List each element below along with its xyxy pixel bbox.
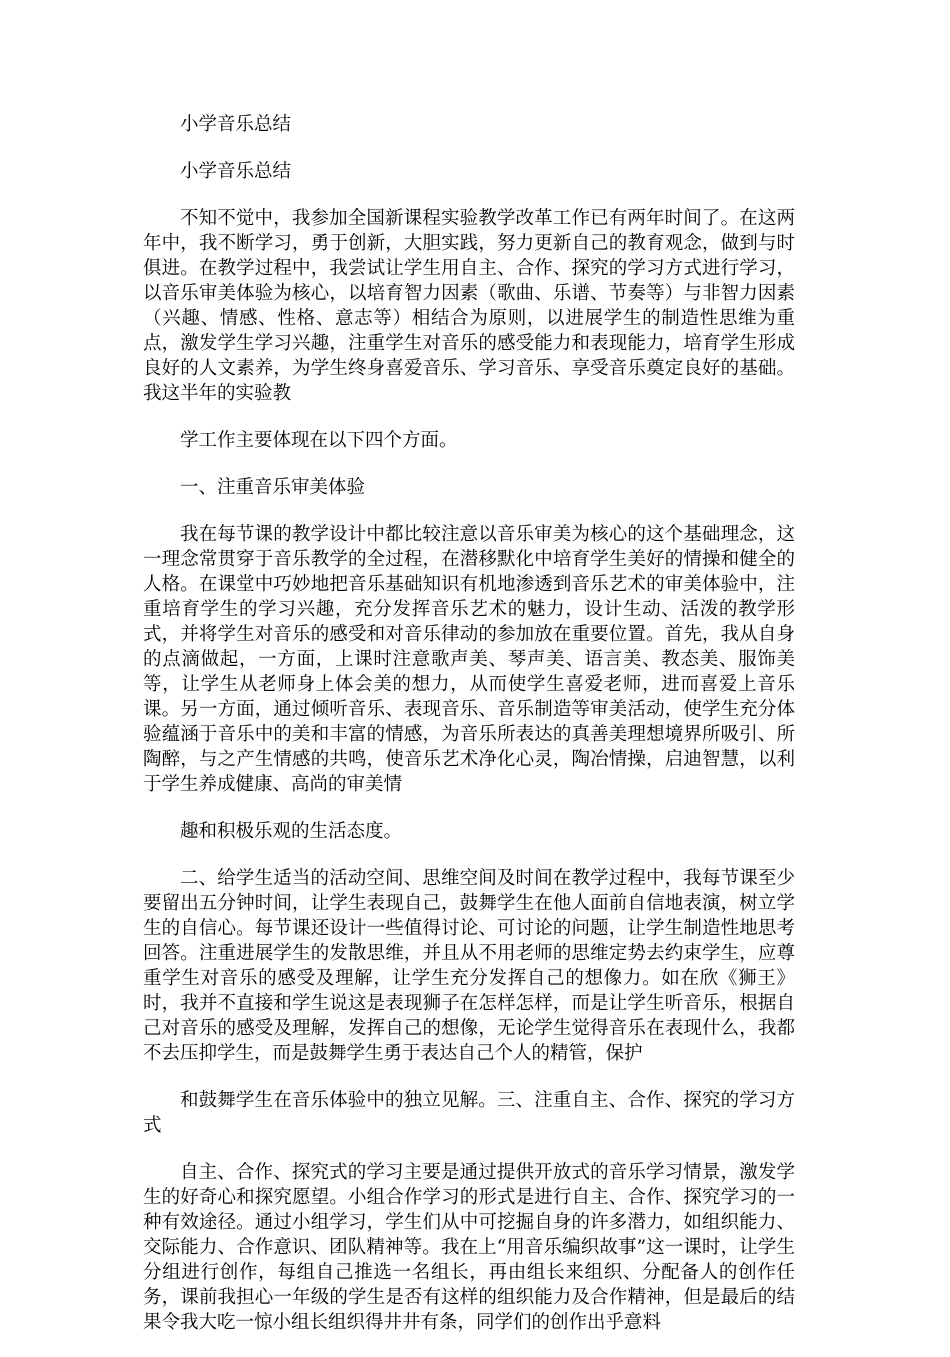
section-heading-1: 一、注重音乐审美体验 <box>180 477 366 498</box>
document-heading: 小学音乐总结 <box>180 114 292 135</box>
paragraph-intro: 不知不觉中，我参加全国新课程实验教学改革工作已有两年时间了。在这两年中，我不断学习，勇于创新，大胆实践，努力更新自己的教育观念，做到与时俱进。在教学过程中，我尝试让学生用自主、合作、探究的学习方式进行学习，以音乐审美体验为核心，以培育智力因素（歌曲、乐谱、节奏等）与非智力因素（兴趣、情感、性格、意志等）相结合为原则，以进展学生的制造性思维为重点，激发学生学习兴趣，注重学生对音乐的感受能力和表现能力，培育学生形成良好的人文素养，为学生终身喜爱音乐、学习音乐、享受音乐奠定良好的基础。我这半年的实验教 <box>143 208 795 404</box>
paragraph-section-3: 自主、合作、探究式的学习主要是通过提供开放式的音乐学习情景，激发学生的好奇心和探究愿望。小组合作学习的形式是进行自主、合作、探究学习的一种有效途径。通过小组学习，学生们从中可挖掘自身的许多潜力，如组织能力、交际能力、合作意识、团队精神等。我在上“用音乐编织故事”这一课时，让学生分组进行创作，每组自己推选一名组长，再由组长来组织、分配备人的创作任务，课前我担心一年级的学生是否有这样的组织能力及合作精神，但是最后的结果令我大吃一惊小组长组织得井井有条，同学们的创作出乎意料 <box>143 1162 795 1333</box>
paragraph-section-1: 我在每节课的教学设计中都比较注意以音乐审美为核心的这个基础理念，这一理念常贯穿于音乐教学的全过程，在潜移默化中培育学生美好的情操和健全的人格。在课堂中巧妙地把音乐基础知识有机地渗透到音乐艺术的审美体验中，注重培育学生的学习兴趣，充分发挥音乐艺术的魅力，设计生动、活泼的教学形式，并将学生对音乐的感受和对音乐律动的参加放在重要位置。首先，我从自身的点滴做起，一方面，上课时注意歌声美、琴声美、语言美、教态美、服饰美等，让学生从老师身上体会美的想力，从而使学生喜爱老师，进而喜爱上音乐课。另一方面，通过倾听音乐、表现音乐、音乐制造等审美活动，使学生充分体验蕴涵于音乐中的美和丰富的情感，为音乐所表达的真善美理想境界所吸引、所陶醉，与之产生情感的共鸣，使音乐艺术净化心灵，陶冶情操，启迪智慧，以利于学生养成健康、高尚的审美情 <box>143 524 795 795</box>
paragraph-overview: 学工作主要体现在以下四个方面。 <box>180 430 458 451</box>
paragraph-section-1-end: 趣和积极乐观的生活态度。 <box>180 821 403 842</box>
paragraph-section-2-end: 和鼓舞学生在音乐体验中的独立见解。三、注重自主、合作、探究的学习方式 <box>143 1090 795 1136</box>
paragraph-section-2: 二、给学生适当的活动空间、思维空间及时间在教学过程中，我每节课至少要留出五分钟时间，让学生表现自己，鼓舞学生在他人面前自信地表演，树立学生的自信心。每节课还设计一些值得讨论、可讨论的问题，让学生制造性地思考回答。注重进展学生的发散思维，并且从不用老师的思维定势去约束学生，应尊重学生对音乐的感受及理解，让学生充分发挥自己的想像力。如在欣《狮王》时，我并不直接和学生说这是表现狮子在怎样怎样，而是让学生听音乐，根据自己对音乐的感受及理解，发挥自己的想像，无论学生觉得音乐在表现什么，我都不去压抑学生，而是鼓舞学生勇于表达自己个人的精管，保护 <box>143 868 795 1064</box>
document-title: 小学音乐总结 <box>180 161 292 182</box>
document-body <box>143 112 795 1357</box>
